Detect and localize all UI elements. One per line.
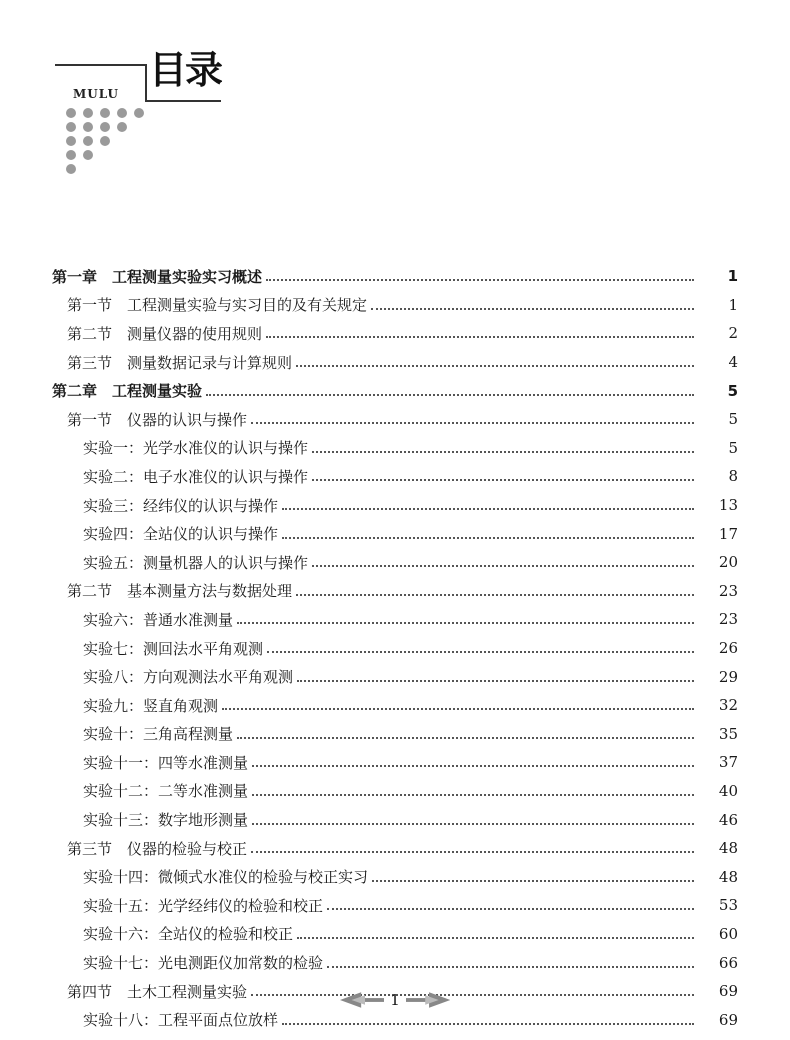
toc-entry-label: 第三节 测量数据记录与计算规则 (67, 353, 293, 372)
toc-experiment-entry[interactable] (0, 519, 790, 548)
table-of-contents (0, 262, 790, 1034)
dot-leader (282, 1023, 694, 1025)
toc-entry-label: 实验七：测回法水平角观测 (83, 639, 264, 658)
next-arrow-icon (406, 992, 450, 1008)
toc-experiment-entry[interactable] (0, 605, 790, 634)
toc-experiment-entry[interactable] (0, 920, 790, 949)
toc-entry-label: 实验十五：光学经纬仪的检验和校正 (83, 896, 324, 915)
dot-leader (312, 451, 694, 453)
toc-entry-page-number: 35 (718, 724, 738, 743)
toc-entry-page-number: 23 (718, 610, 738, 629)
toc-entry-label: 实验十：三角高程测量 (83, 725, 234, 744)
toc-experiment-entry[interactable] (0, 720, 790, 749)
toc-section-entry[interactable] (0, 348, 790, 377)
toc-entry-page-number: 2 (728, 324, 738, 343)
toc-entry-label: 实验四：全站仪的认识与操作 (83, 525, 279, 544)
page-footer (340, 988, 450, 1012)
toc-entry-page-number: 1 (728, 295, 738, 314)
toc-entry-label: 实验二：电子水准仪的认识与操作 (83, 467, 309, 486)
toc-entry-page-number: 66 (718, 953, 738, 972)
toc-entry-label: 第一章 工程测量实验实习概述 (52, 267, 263, 286)
dot-leader (371, 308, 694, 310)
toc-experiment-entry[interactable] (0, 748, 790, 777)
toc-entry-label: 实验五：测量机器人的认识与操作 (83, 553, 309, 572)
toc-entry-label: 实验十六：全站仪的检验和校正 (83, 925, 294, 944)
dot-leader (237, 622, 694, 624)
toc-entry-page-number: 20 (718, 553, 738, 572)
toc-entry-page-number: 37 (718, 753, 738, 772)
decorative-dot (100, 122, 110, 132)
dot-leader (297, 680, 694, 682)
toc-experiment-entry[interactable] (0, 548, 790, 577)
dot-leader (312, 479, 694, 481)
dot-leader (222, 708, 694, 710)
decorative-dot (117, 108, 127, 118)
toc-entry-label: 实验十八：工程平面点位放样 (83, 1011, 279, 1030)
toc-entry-label: 第三节 仪器的检验与校正 (67, 839, 248, 858)
toc-entry-page-number: 46 (718, 810, 738, 829)
toc-section-entry[interactable] (0, 319, 790, 348)
decorative-dot (66, 136, 76, 146)
toc-entry-page-number: 32 (718, 696, 738, 715)
header-rule-vertical (145, 64, 147, 102)
page-number: 1 (390, 991, 400, 1009)
toc-experiment-entry[interactable] (0, 434, 790, 463)
page-title: 目录 (149, 48, 222, 92)
dot-leader (297, 937, 694, 939)
toc-entry-label: 实验十七：光电测距仪加常数的检验 (83, 954, 324, 973)
toc-entry-page-number: 53 (718, 896, 738, 915)
toc-entry-page-number: 13 (718, 496, 738, 515)
toc-entry-page-number: 5 (728, 410, 738, 429)
dot-leader (251, 422, 694, 424)
toc-section-entry[interactable] (0, 834, 790, 863)
toc-entry-label: 实验六：普通水准测量 (83, 610, 234, 629)
toc-section-entry[interactable] (0, 291, 790, 320)
toc-chapter-entry[interactable] (0, 262, 790, 291)
dot-leader (372, 880, 694, 882)
toc-entry-label: 第二节 基本测量方法与数据处理 (67, 582, 293, 601)
toc-entry-label: 实验一：光学水准仪的认识与操作 (83, 439, 309, 458)
toc-entry-label: 实验十四：微倾式水准仪的检验与校正实习 (83, 868, 369, 887)
dot-leader (252, 823, 694, 825)
dot-leader (206, 394, 694, 396)
toc-entry-page-number: 1 (727, 267, 738, 286)
dot-leader (296, 365, 694, 367)
toc-section-entry[interactable] (0, 405, 790, 434)
header-rule-underline (145, 100, 221, 102)
toc-experiment-entry[interactable] (0, 491, 790, 520)
toc-entry-label: 第四节 土木工程测量实验 (67, 982, 248, 1001)
toc-entry-page-number: 23 (718, 581, 738, 600)
toc-experiment-entry[interactable] (0, 891, 790, 920)
toc-section-entry[interactable] (0, 577, 790, 606)
toc-entry-page-number: 69 (718, 1010, 738, 1029)
decorative-dot (66, 164, 76, 174)
dot-leader (282, 537, 694, 539)
toc-entry-page-number: 8 (728, 467, 738, 486)
toc-entry-label: 实验十三：数字地形测量 (83, 811, 249, 830)
toc-entry-page-number: 69 (718, 982, 738, 1001)
decorative-dot (100, 108, 110, 118)
dot-leader (312, 565, 694, 567)
dot-leader (251, 851, 694, 853)
dot-leader (252, 794, 694, 796)
decorative-dot (134, 108, 144, 118)
decorative-dot (83, 122, 93, 132)
header-rule (55, 64, 147, 66)
decorative-dot (66, 150, 76, 160)
toc-entry-label: 实验八：方向观测法水平角观测 (83, 668, 294, 687)
toc-experiment-entry[interactable] (0, 634, 790, 663)
dot-leader (296, 594, 694, 596)
decorative-dot (66, 122, 76, 132)
toc-chapter-entry[interactable] (0, 376, 790, 405)
dot-leader (266, 336, 694, 338)
toc-entry-label: 实验十一：四等水准测量 (83, 753, 249, 772)
decorative-dot (83, 108, 93, 118)
toc-entry-page-number: 5 (728, 438, 738, 457)
dot-leader (252, 765, 694, 767)
toc-entry-page-number: 26 (718, 639, 738, 658)
toc-entry-page-number: 5 (727, 381, 738, 400)
toc-header (0, 0, 790, 240)
dot-leader (282, 508, 694, 510)
dot-leader (266, 279, 694, 281)
toc-entry-page-number: 60 (718, 924, 738, 943)
previous-arrow-icon (340, 992, 384, 1008)
toc-entry-page-number: 40 (718, 781, 738, 800)
toc-experiment-entry[interactable] (0, 662, 790, 691)
decorative-dot (117, 122, 127, 132)
toc-experiment-entry[interactable] (0, 805, 790, 834)
toc-entry-label: 第一节 仪器的认识与操作 (67, 410, 248, 429)
dot-leader (327, 908, 694, 910)
toc-entry-label: 实验三：经纬仪的认识与操作 (83, 496, 279, 515)
toc-entry-page-number: 29 (718, 667, 738, 686)
toc-entry-page-number: 17 (718, 524, 738, 543)
decorative-dot (83, 150, 93, 160)
toc-entry-page-number: 4 (728, 353, 738, 372)
toc-entry-label: 实验九：竖直角观测 (83, 696, 219, 715)
toc-entry-label: 实验十二：二等水准测量 (83, 782, 249, 801)
toc-experiment-entry[interactable] (0, 462, 790, 491)
decorative-dot (100, 136, 110, 146)
toc-experiment-entry[interactable] (0, 948, 790, 977)
toc-entry-page-number: 48 (718, 839, 738, 858)
dot-leader (251, 994, 694, 996)
toc-experiment-entry[interactable] (0, 691, 790, 720)
toc-entry-label: 第二章 工程测量实验 (52, 382, 203, 401)
page-subtitle: MULU (73, 87, 119, 101)
toc-entry-label: 第二节 测量仪器的使用规则 (67, 324, 263, 343)
toc-entry-page-number: 48 (718, 867, 738, 886)
decorative-dot (83, 136, 93, 146)
dot-leader (267, 651, 694, 653)
dot-leader (327, 966, 694, 968)
toc-experiment-entry[interactable] (0, 777, 790, 806)
dot-leader (237, 737, 694, 739)
decorative-dot (66, 108, 76, 118)
toc-experiment-entry[interactable] (0, 862, 790, 891)
toc-entry-label: 第一节 工程测量实验与实习目的及有关规定 (67, 296, 368, 315)
